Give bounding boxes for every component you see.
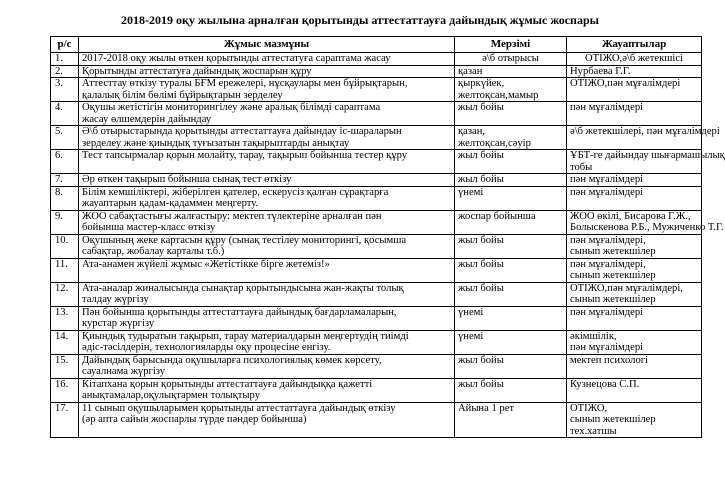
row-content-line: Кітапхана қорын қорытынды аттестаттауға дайындыққа қажетті: [82, 378, 373, 390]
row-number: 11.: [51, 258, 79, 282]
row-responsible-line: Нурбаева Г.Г.: [570, 65, 631, 77]
header-content: Жұмыс мазмұны: [79, 37, 455, 53]
table-row: [51, 174, 702, 187]
row-term: [455, 378, 567, 402]
row-term: [455, 402, 567, 438]
row-responsible-line: ҰБТ-ге дайындау шығармашылық: [570, 150, 725, 161]
row-responsible-line: пән мұғалімдері: [570, 186, 644, 198]
row-term: [455, 150, 567, 174]
row-content-line: әдіс-тәсілдерін, технологияларды оқу процесіне енгізу.: [82, 342, 331, 353]
header-num: р/с: [51, 37, 79, 53]
row-term: [455, 53, 567, 66]
row-content: [79, 354, 455, 378]
table-row: [51, 282, 702, 306]
row-term-line: қазан,: [458, 126, 486, 137]
row-responsible-line: әкімшілік,: [570, 330, 617, 342]
row-content: [79, 306, 455, 330]
row-responsible: [567, 354, 702, 378]
row-term: [455, 354, 567, 378]
table-row: [51, 210, 702, 234]
row-responsible: [567, 306, 702, 330]
row-content-line: сауалнама жүргізу: [82, 366, 166, 377]
row-responsible-line: мектеп психологі: [570, 354, 649, 366]
row-term: [455, 186, 567, 210]
row-responsible-line: ОТІЖО,ә\б жетекшісі: [585, 53, 683, 64]
row-term-line: жыл бойы: [458, 258, 504, 270]
table-row: [51, 102, 702, 126]
row-content-line: курстар жүргізу: [82, 318, 155, 329]
row-content-line: Ата-аналар жиналысында сынақтар қорытындысына жан-жақты толық: [82, 282, 404, 294]
row-content-line: 2017-2018 оқу жылы өткен қорытынды аттестатуға сараптама жасау: [82, 53, 391, 64]
row-number: 3.: [51, 78, 79, 102]
row-term-line: үнемі: [458, 306, 484, 318]
row-responsible: [567, 402, 702, 438]
row-number: 14.: [51, 330, 79, 354]
row-content: [79, 53, 455, 66]
row-responsible: [567, 282, 702, 306]
row-responsible-line: пән мұғалімдері: [570, 174, 644, 185]
row-content-line: 11 сынып оқушыларымен қорытынды аттестаттауға дайындық өткізу: [82, 402, 396, 414]
row-term: [455, 282, 567, 306]
row-content-line: талдау жүргізу: [82, 294, 149, 305]
row-term-line: желтоқсан,сәуір: [458, 137, 531, 149]
row-responsible: [567, 65, 702, 78]
row-term-line: жыл бойы: [458, 150, 504, 161]
row-responsible-line: ә\б жетекшілері, пән мұғалімдері: [570, 126, 720, 137]
row-responsible-line: тобы: [570, 161, 593, 173]
row-term-line: қазан: [458, 65, 483, 77]
row-number: 4.: [51, 102, 79, 126]
row-term-line: жыл бойы: [458, 282, 504, 294]
row-responsible-line: сынып жетекшілер: [570, 294, 656, 305]
header-responsible: Жауаптылар: [567, 37, 702, 53]
row-content: [79, 282, 455, 306]
row-term: [455, 102, 567, 126]
row-responsible: [567, 102, 702, 126]
row-responsible: [567, 258, 702, 282]
row-responsible-line: сынып жетекшілер: [570, 414, 656, 425]
row-content: [79, 378, 455, 402]
row-content-line: Әр өткен тақырып бойынша сынақ тест өткізу: [82, 174, 292, 185]
row-term-line: ә\б отырысы: [482, 53, 539, 64]
table-row: [51, 126, 702, 150]
row-term: [455, 234, 567, 258]
row-responsible-line: ОТІЖО,пән мұғалімдері,: [570, 282, 683, 294]
row-responsible: [567, 330, 702, 354]
row-number: 9.: [51, 210, 79, 234]
row-content-line: зерделеу және қиындық туғызатын тақырыптарды анықтау: [82, 137, 350, 149]
table-row: [51, 65, 702, 78]
row-content: [79, 102, 455, 126]
row-content: [79, 174, 455, 187]
row-term: [455, 306, 567, 330]
table-header-row: [51, 37, 702, 53]
row-number: 10.: [51, 234, 79, 258]
row-term: [455, 330, 567, 354]
row-responsible-line: пән мұғалімдері,: [570, 258, 646, 270]
row-content-line: жауаптарын қадам-қадаммен меңгерту.: [82, 198, 259, 209]
row-content-line: қалалық білім бөлімі бұйрықтарын зерделеу: [82, 89, 283, 101]
row-responsible-line: тех.хатшы: [570, 425, 617, 437]
row-content-line: сабақтар, жобалау карталы т.б.): [82, 246, 225, 257]
table-row: [51, 354, 702, 378]
table-row: [51, 258, 702, 282]
row-content-line: жасау өлшемдерін дайындау: [82, 113, 212, 125]
row-content-line: Ә\б отырыстарында қорытынды аттестаттауға дайындау іс-шараларын: [82, 126, 402, 137]
row-term: [455, 126, 567, 150]
row-responsible: [567, 210, 724, 234]
table-row: [51, 150, 702, 174]
row-number: 1.: [51, 53, 79, 66]
row-responsible: [567, 126, 720, 150]
row-number: 5.: [51, 126, 79, 150]
row-term-line: жыл бойы: [458, 378, 504, 390]
row-term-line: жыл бойы: [458, 174, 504, 185]
row-responsible: [567, 378, 702, 402]
row-number: 12.: [51, 282, 79, 306]
row-term-line: үнемі: [458, 186, 484, 198]
row-content-line: Білім кемшіліктері, жіберілген қателер, ескерусіз қалған сұрақтарға: [82, 186, 389, 198]
row-term-line: үнемі: [458, 330, 484, 342]
row-responsible-line: Кузнецова С.П.: [570, 378, 640, 390]
row-responsible-line: сынып жетекшілер: [570, 246, 656, 257]
row-content-line: Аттесттау өткізу туралы БҒМ ережелері, нұсқаулары мен бұйрықтарын,: [82, 78, 408, 89]
page-title: 2018-2019 оқу жылына арналған қорытынды аттестаттауға дайындық жұмыс жоспары: [120, 13, 600, 27]
row-responsible-line: Болыскенова Р.Б., Мужиченко Т.Г.: [570, 222, 724, 233]
row-content: [79, 65, 455, 78]
row-responsible-line: сынып жетекшілер: [570, 270, 656, 281]
row-content: [79, 402, 455, 438]
row-content-line: анықтамалар,оқулықтармен толықтыру: [82, 390, 261, 401]
row-number: 17.: [51, 402, 79, 438]
row-responsible-line: пән мұғалімдері: [570, 342, 644, 353]
table-row: [51, 186, 702, 210]
work-plan-table: [50, 36, 725, 438]
row-responsible: [567, 186, 702, 210]
row-term: [455, 65, 567, 78]
row-number: 16.: [51, 378, 79, 402]
row-responsible: [567, 78, 702, 102]
row-number: 8.: [51, 186, 79, 210]
table-row: [51, 402, 702, 438]
row-content-line: Тест тапсырмалар қорын молайту, тарау, тақырып бойынша тестер құру: [82, 150, 408, 161]
row-term: [455, 258, 567, 282]
row-content: [79, 186, 455, 210]
row-content-line: Дайындық барысында оқушыларға психологиялық көмек көрсету,: [82, 354, 382, 366]
row-term-line: жыл бойы: [458, 354, 504, 366]
table-row: [51, 78, 702, 102]
row-content-line: ЖОО сабақтастығы жалғастыру: мектеп түлектеріне арналған пән: [82, 210, 382, 222]
row-responsible: [567, 234, 702, 258]
row-term: [455, 78, 567, 102]
header-term: Мерзімі: [455, 37, 567, 53]
row-term-line: желтоқсан,мамыр: [458, 89, 539, 101]
row-number: 15.: [51, 354, 79, 378]
row-term-line: жыл бойы: [458, 102, 504, 113]
row-responsible-line: пән мұғалімдері: [570, 306, 644, 318]
row-content-line: Пән бойынша қорытынды аттестаттауға дайындық бағдарламаларын,: [82, 306, 397, 318]
table-row: [51, 378, 702, 402]
row-content: [79, 210, 455, 234]
row-term: [455, 174, 567, 187]
table-row: [51, 234, 702, 258]
row-number: 2.: [51, 65, 79, 78]
table-row: [51, 330, 702, 354]
row-term-line: Айына 1 рет: [458, 402, 515, 414]
row-responsible: [567, 174, 702, 187]
row-content-line: Оқушы жетістігін мониторингілеу және аралық білімді сараптама: [82, 102, 381, 113]
row-responsible-line: ОТІЖО,пән мұғалімдері: [570, 78, 681, 89]
row-responsible-line: ЖОО өкілі, Бисарова Г.Ж.,: [570, 210, 691, 222]
row-term-line: қыркүйек,: [458, 78, 505, 89]
row-responsible: [567, 150, 725, 174]
table-row: [51, 306, 702, 330]
row-content-line: Ата-анамен жүйелі жұмыс «Жетістікке бірге жетеміз!»: [82, 258, 330, 270]
table-row: [51, 53, 702, 66]
row-responsible-line: ОТІЖО,: [570, 402, 608, 414]
row-content-line: бойынша мастер-класс өткізу: [82, 222, 216, 233]
row-content: [79, 234, 455, 258]
row-content-line: Оқушының жеке картасын құру (сынақ тестілеу мониторингі, қосымша: [82, 234, 407, 246]
row-term: [455, 210, 567, 234]
row-responsible-line: пән мұғалімдері,: [570, 234, 646, 246]
row-number: 6.: [51, 150, 79, 174]
row-content: [79, 258, 455, 282]
row-term-line: жыл бойы: [458, 234, 504, 246]
row-content-line: Қиындық тудыратын тақырып, тарау материалдарын меңгертудің тиімді: [82, 330, 409, 342]
row-number: 13.: [51, 306, 79, 330]
table-body: [51, 53, 725, 438]
row-content-line: (әр апта сайын жоспарлы түрде пәндер бойынша): [82, 414, 307, 425]
row-term-line: жоспар бойынша: [458, 210, 536, 222]
row-content: [79, 150, 455, 174]
row-content: [79, 330, 455, 354]
row-responsible: [567, 53, 702, 66]
row-number: 7.: [51, 174, 79, 187]
row-content-line: Қорытынды аттестатуға дайындық жоспарын құру: [82, 65, 312, 77]
row-content: [79, 126, 455, 150]
row-responsible-line: пән мұғалімдері: [570, 102, 644, 113]
row-content: [79, 78, 455, 102]
